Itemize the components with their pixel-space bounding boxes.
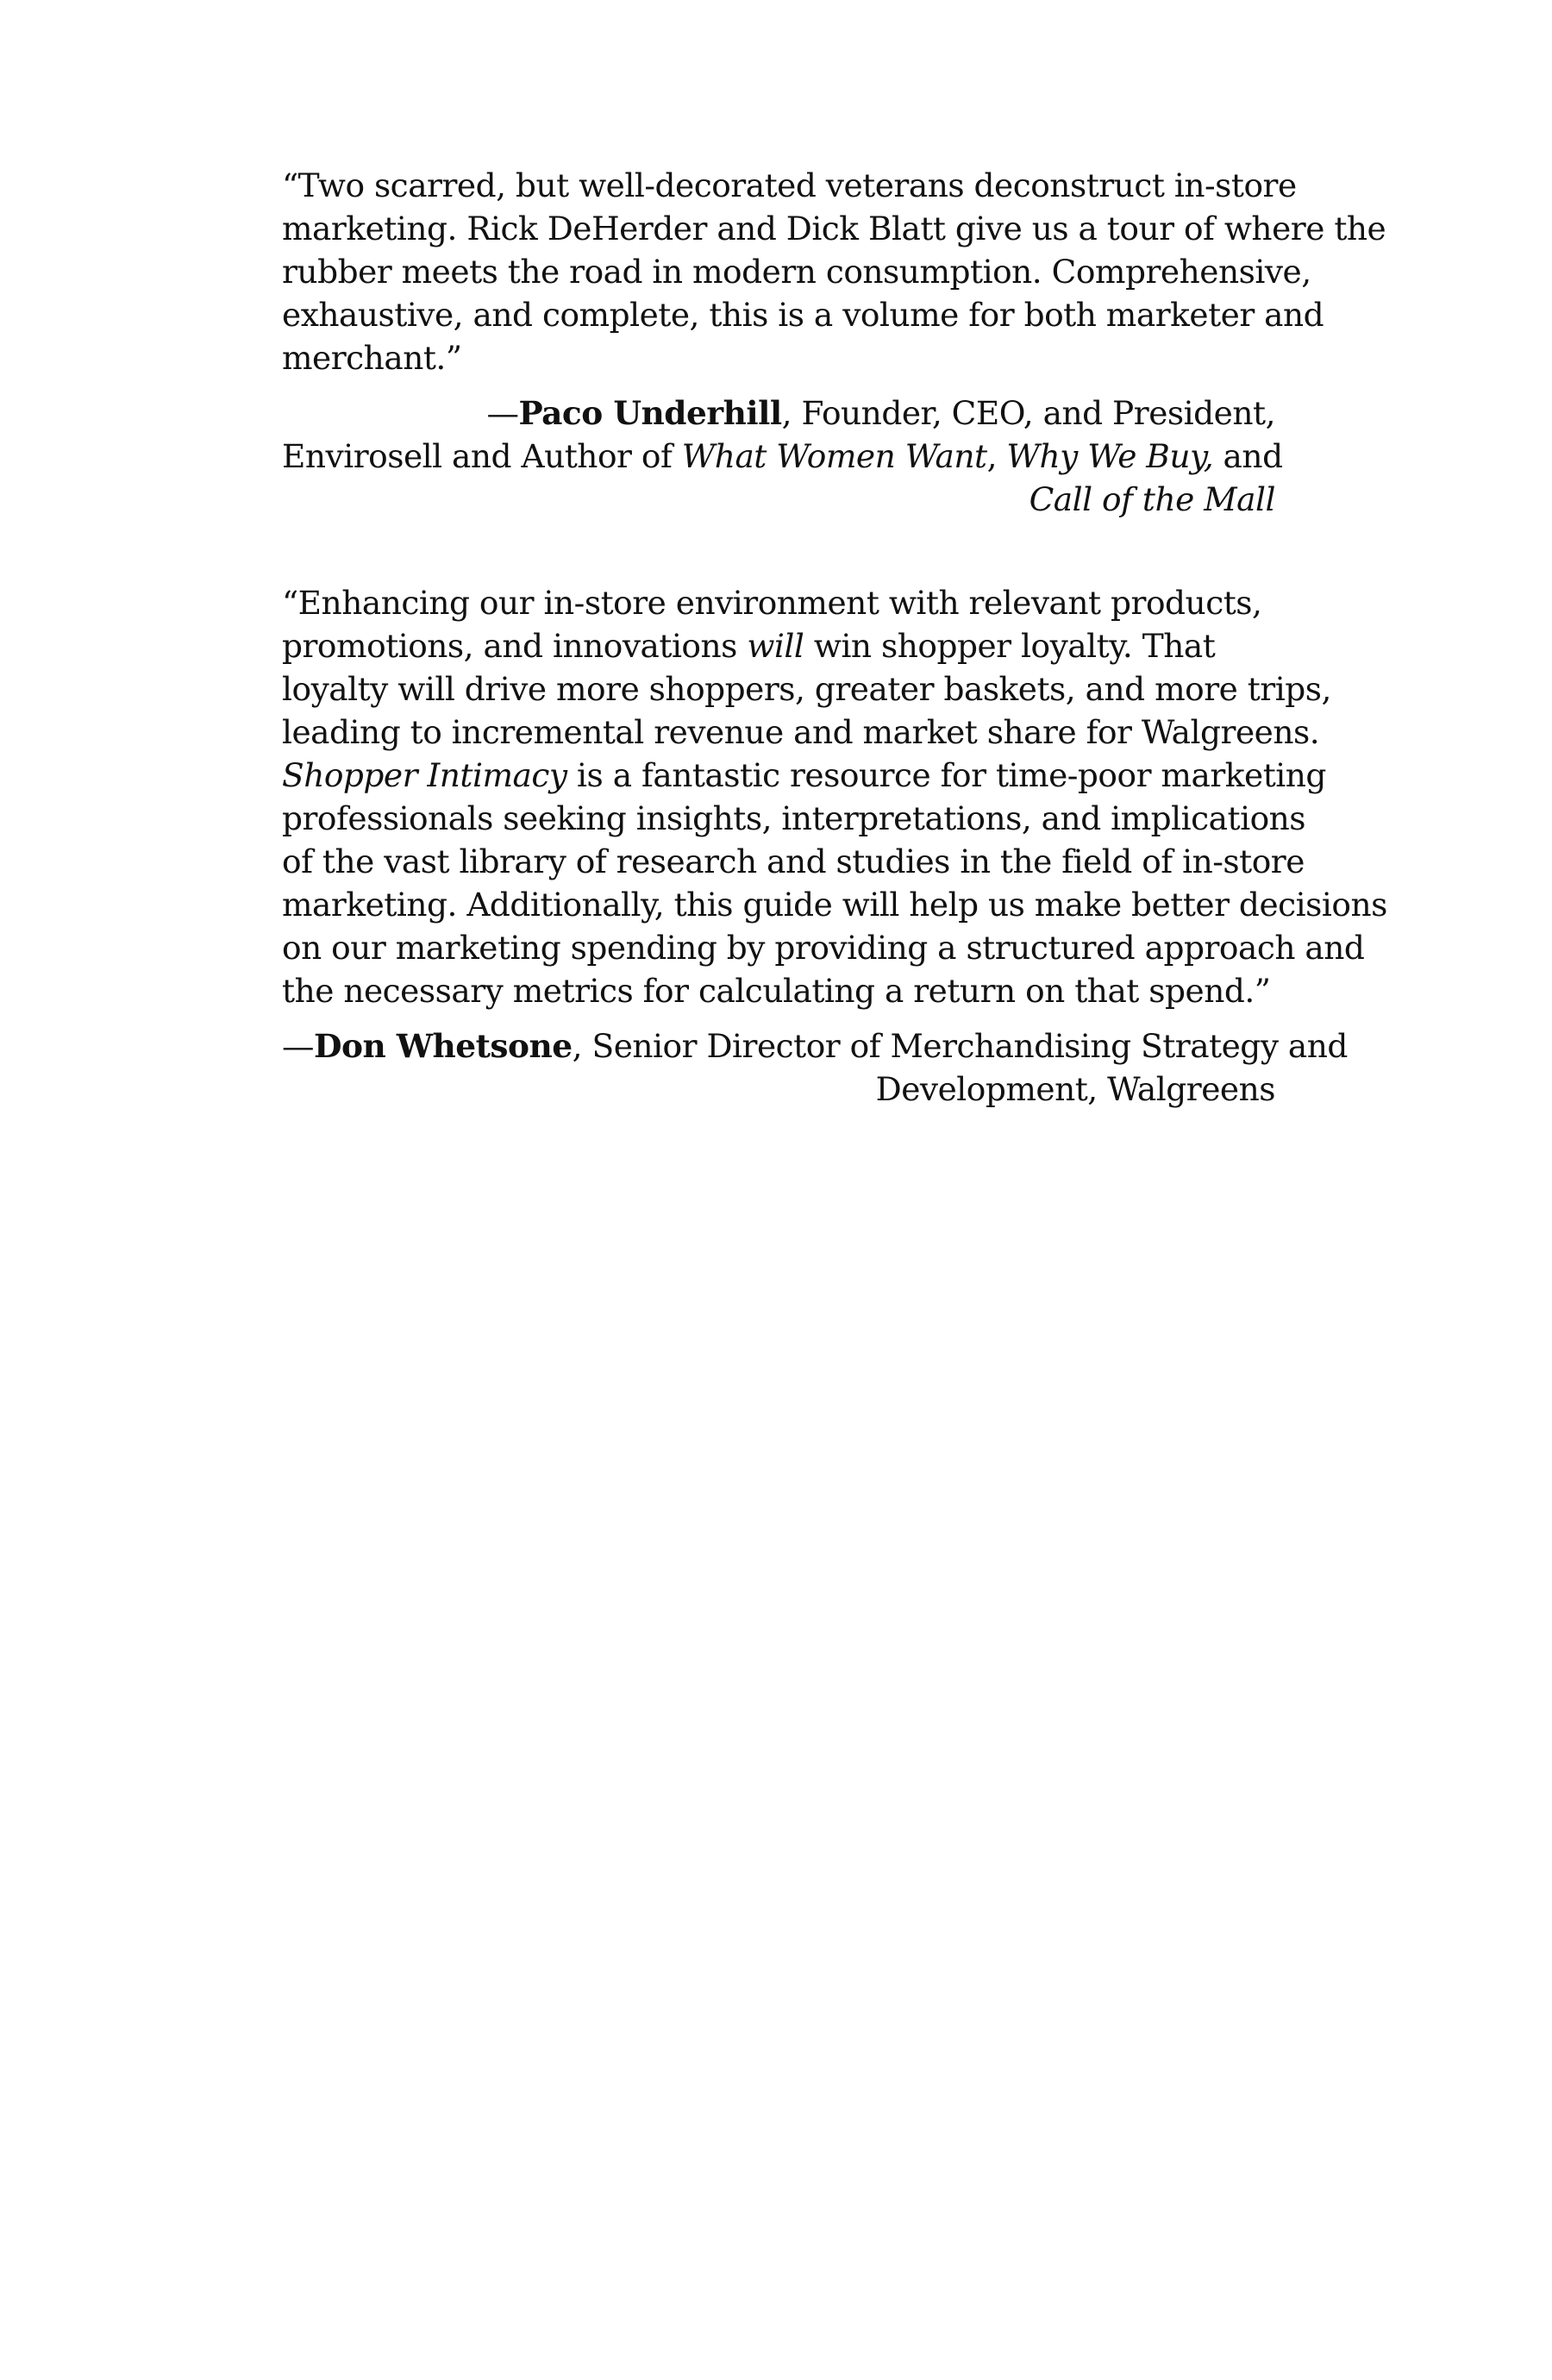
- endorsement-attribution: [282, 1024, 1348, 1111]
- conjunction: and: [1213, 437, 1283, 475]
- quote-line: on our marketing spending by providing a structured approach and: [282, 929, 1365, 967]
- emphasis: will: [747, 627, 804, 665]
- attribution-line: [282, 391, 1275, 435]
- quote-text: win shopper loyalty. That: [804, 627, 1216, 665]
- endorser-role: , Senior Director of Merchandising Strategy and: [572, 1027, 1348, 1065]
- attribution-dash: —: [486, 394, 519, 432]
- attribution-dash: —: [282, 1027, 314, 1065]
- quote-line: exhaustive, and complete, this is a volume for both marketer and: [282, 296, 1324, 334]
- endorsement-2: [282, 581, 1387, 1111]
- attribution-line: [282, 1024, 1348, 1068]
- endorser-role: Envirosell and Author of: [282, 437, 682, 475]
- quote-line: “Two scarred, but well-decorated veterans deconstruct in-store: [282, 166, 1297, 204]
- attribution-line: [282, 435, 1283, 478]
- endorsement-attribution: [282, 391, 1283, 521]
- attribution-line: [282, 478, 1275, 521]
- quote-line: professionals seeking insights, interpretations, and implications: [282, 799, 1306, 837]
- quote-line: the necessary metrics for calculating a return on that spend.”: [282, 972, 1271, 1010]
- book-title: Shopper Intimacy: [282, 756, 567, 794]
- book-title: What Women Want: [681, 437, 987, 475]
- endorser-role: , Founder, CEO, and President,: [781, 394, 1275, 432]
- quote-line: rubber meets the road in modern consumption. Comprehensive,: [282, 253, 1311, 291]
- quote-line: leading to incremental revenue and market share for Walgreens.: [282, 713, 1320, 751]
- quote-text: is a fantastic resource for time-poor marketing: [566, 756, 1326, 794]
- endorsement-quote: [282, 581, 1387, 1012]
- book-title: Why We Buy,: [1006, 437, 1214, 475]
- quote-line: of the vast library of research and studies in the field of in-store: [282, 842, 1305, 880]
- quote-line: loyalty will drive more shoppers, greater baskets, and more trips,: [282, 670, 1331, 708]
- quote-text: promotions, and innovations: [282, 627, 748, 665]
- endorser-name: Paco Underhill: [518, 394, 782, 432]
- quote-line: merchant.”: [282, 339, 462, 377]
- book-title: Call of the Mall: [1029, 480, 1275, 518]
- quote-line: [282, 754, 1326, 797]
- quote-line: marketing. Additionally, this guide will help us make better decisions: [282, 886, 1387, 924]
- endorsement-1: [282, 164, 1386, 521]
- quote-line: [282, 624, 1275, 667]
- quote-line: “Enhancing our in-store environment with relevant products,: [282, 584, 1262, 622]
- separator: ,: [986, 437, 1007, 475]
- endorsement-quote: [282, 164, 1386, 379]
- attribution-line: Development, Walgreens: [875, 1070, 1275, 1108]
- endorser-name: Don Whetsone: [314, 1027, 573, 1065]
- endorsements-page: [282, 164, 1387, 1111]
- quote-line: marketing. Rick DeHerder and Dick Blatt give us a tour of where the: [282, 210, 1386, 247]
